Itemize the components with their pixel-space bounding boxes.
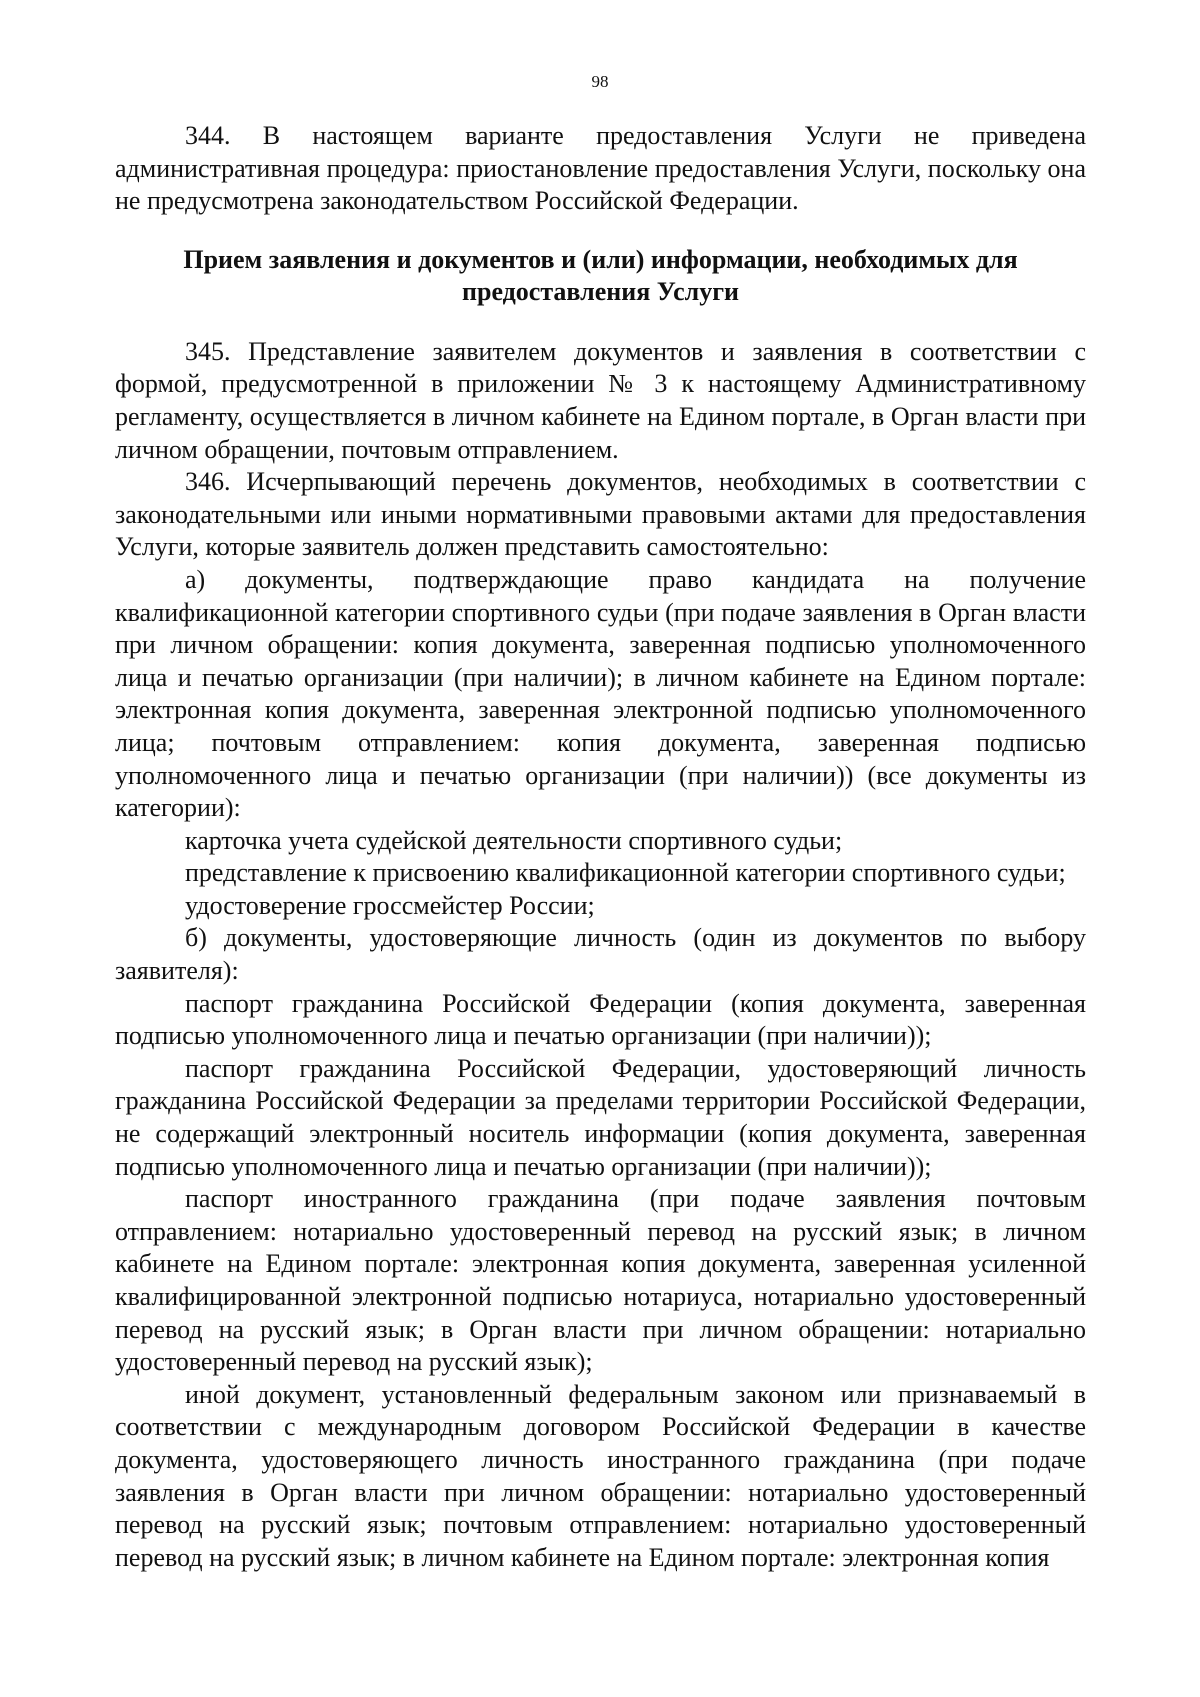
document-body (115, 120, 1086, 1574)
paragraph-345: 345. Представление заявителем документов и заявления в соответствии с формой, предусмотренной в приложении № 3 к настоящему Административному регламенту, осуществляется в личном кабинете на Едином портале, в Орган власти при личном обращении, почтовым отправлением. (115, 336, 1086, 464)
section-heading: Прием заявления и документов и (или) информации, необходимых для предоставления Услуги (183, 244, 1018, 306)
page-number: 98 (591, 72, 609, 91)
list-item-b-2: паспорт гражданина Российской Федерации, удостоверяющий личность гражданина Российской Федерации за пределами территории Российской Федерации, не содержащий электронный носитель информации (копия документа, заверенная подписью уполномоченного лица и печатью организации (при наличии)); (115, 1053, 1086, 1181)
list-item-a-2: представление к присвоению квалификационной категории спортивного судьи; (185, 858, 1066, 888)
list-item-a-1: карточка учета судейской деятельности спортивного судьи; (185, 825, 843, 855)
list-item-a: а) документы, подтверждающие право кандидата на получение квалификационной категории спортивного судьи (при подаче заявления в Орган власти при личном обращении: копия документа, заверенная подписью уполномоченного лица и печатью организации (при наличии); в личном кабинете на Едином портале: электронная копия документа, заверенная электронной подписью уполномоченного лица; почтовым отправлением: копия документа, заверенная подписью уполномоченного лица и печатью организации (при наличии)) (все документы из категории): (115, 564, 1086, 823)
list-item-b: б) документы, удостоверяющие личность (один из документов по выбору заявителя): (115, 923, 1086, 986)
list-item-b-4: иной документ, установленный федеральным законом или признаваемый в соответствии с международным договором Российской Федерации в качестве документа, удостоверяющего личность иностранного гражданина (при подаче заявления в Орган власти при личном обращении: нотариально удостоверенный перевод на русский язык; почтовым отправлением: нотариально удостоверенный перевод на русский язык; в личном кабинете на Едином портале: электронная копия (115, 1379, 1086, 1572)
list-item-b-1: паспорт гражданина Российской Федерации (копия документа, заверенная подписью уполномоченного лица и печатью организации (при наличии)); (115, 988, 1086, 1051)
list-item-b-3: паспорт иностранного гражданина (при подаче заявления почтовым отправлением: нотариально удостоверенный перевод на русский язык; в личном кабинете на Едином портале: электронная копия документа, заверенная усиленной квалифицированной электронной подписью нотариуса, нотариально удостоверенный перевод на русский язык; в Орган власти при личном обращении: нотариально удостоверенный перевод на русский язык); (115, 1184, 1086, 1377)
list-item-a-3: удостоверение гроссмейстер России; (185, 890, 595, 920)
paragraph-346: 346. Исчерпывающий перечень документов, необходимых в соответствии с законодательными или иными нормативными правовыми актами для предоставления Услуги, которые заявитель должен представить самостоятельно: (115, 467, 1086, 562)
paragraph-344: 344. В настоящем варианте предоставления Услуги не приведена административная процедура: приостановление предоставления Услуги, поскольку она не предусмотрена законодательством Российской Федерации. (115, 121, 1086, 216)
